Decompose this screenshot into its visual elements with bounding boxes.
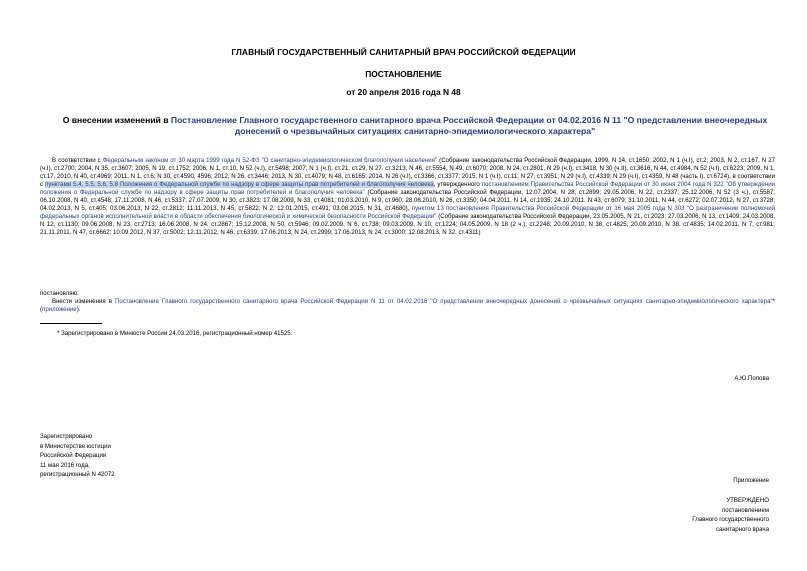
footnote-divider bbox=[40, 323, 102, 324]
approval-line: санитарного врача bbox=[715, 525, 769, 533]
registration-line: Российской Федерации bbox=[40, 452, 107, 460]
preamble-text-5: (Собрание законодательства Российской Федерации, 23.05.2005, N 21, ст.2023; 27.03.2006, N 13, ст.1409; 24.03.2008, N 12, ст.1130; 09.06.2008, N 23, ст.2713; 16.06.2008, N 24, ст.2867; 15.12.2008, N 50, ст.5946; 09.02.2009, N 6, ст.738; 09.03.2009, N 10, ст.1224; 04.05.2009, N 18 (2 ч.), ст.2248; 20.09.2010, N 38, ст.4825; 20.09.2010, N 38, ст.4835; 14.02.2011, N 7, ст.981; 21.11.2011, N 47, ст.6662; 10.09.2012, N 37, ст.5002; 12.11.2012, N 46, ст.6339; 17.06.2013, N 24, ст.2999; 17.06.2013, N 24, ст.3000; 12.08.2013, N 32, ст.4311) bbox=[40, 213, 775, 237]
resolve-paragraph bbox=[40, 298, 775, 314]
resolve-text-1: Внести изменения в bbox=[52, 298, 115, 305]
issuing-authority: ГЛАВНЫЙ ГОСУДАРСТВЕННЫЙ САНИТАРНЫЙ ВРАЧ РОССИЙСКОЙ ФЕДЕРАЦИИ bbox=[231, 47, 576, 57]
signatory-name: А.Ю.Попова bbox=[734, 375, 769, 382]
approval-block bbox=[692, 496, 769, 534]
document-type: ПОСТАНОВЛЕНИЕ bbox=[365, 69, 442, 79]
registration-block bbox=[40, 432, 115, 480]
approval-line: Главного государственного bbox=[692, 516, 769, 524]
preamble-paragraph bbox=[40, 157, 775, 237]
registration-line: 11 мая 2016 года, bbox=[40, 461, 90, 469]
preamble-text-4: (Собрание законодательства Российской Федерации, 12.07.2004, N 28, ст.2899; 29.05.2006, N 22, ст.2337; 25.12.2006, N 52 (3 ч.), ст.5587; 06.10.2008, N 40, ст.4548; 17.11.2008, N 46, ст.5337; 27.07.2009, N 30, ст.3823; 17.08.2009, N 33, ст.4081; 01.03.2010, N 9, ст.960; 28.06.2010, N 26, ст.3350; 04.04.2011, N 14, ст.1935; 24.10.2011, N 43, ст.6079; 31.10.2011, N 44, ст.6272; 02.07.2012, N 27, ст.3728; 04.02.2013, N 5, ст.405; 03.06.2013, N 22, ст.2812; 11.11.2013, N 45, ст.5822; N 2, 12.01.2015, ст.491; 03.08.2015, N 31, ст.4680), bbox=[40, 189, 775, 213]
approval-line: УТВЕРЖДЕНО bbox=[726, 497, 769, 504]
government-decree-303-link[interactable]: пунктом 13 постановления Правительства Российской Федерации от 16 мая 2005 года N 303 "О разграничении полномочий федеральных органов исполнительной власти в области обеспечения биологической и химической безопасности Российской Федерации" bbox=[40, 205, 775, 221]
appendix-link[interactable]: приложение bbox=[42, 306, 77, 314]
registration-line: Зарегистрировано bbox=[40, 433, 93, 440]
document-subject bbox=[50, 115, 780, 137]
document-date-number: от 20 апреля 2016 года N 48 bbox=[346, 87, 461, 97]
preamble-text-3: , утвержденного bbox=[433, 181, 482, 189]
subject-link[interactable]: Постановление Главного государственного санитарного врача Российской Федерации от 04.02.2016 N 11 "О представлении внеочередных донесений о чрезвычайных ситуациях санитарно-эпидемиологического характера" bbox=[170, 115, 768, 136]
amended-resolution-link[interactable]: Постановление Главного государственного санитарного врача Российской Федерации N 11 от 04.02.2016 "О представлении внеочередных донесений о чрезвычайных ситуациях санитарно-эпидемиологического характера" bbox=[114, 298, 773, 305]
federal-law-link[interactable]: Федеральным законом от 30 марта 1999 года N 52-ФЗ "О санитарно-эпидемиологическом благополучии населения" bbox=[102, 157, 438, 164]
regulation-points-link[interactable]: пунктами 5.4, 5.5, 5.6, 5.8 Положения о Федеральной службе по надзору в сфере защиты прав потребителей и благополучия человека bbox=[45, 181, 434, 189]
subject-prefix: О внесении изменений в bbox=[62, 115, 171, 125]
registration-line: регистрационный N 42072 bbox=[40, 471, 115, 479]
footnote: * Зарегистрировано в Минюсте России 24.03.2016, регистрационный номер 41525. bbox=[57, 330, 293, 337]
preamble-text-1: В соответствии с bbox=[52, 157, 103, 164]
preamble-text-2: (Собрание законодательства Российской Федерации, 1999, N 14, ст.1650; 2002, N 1 (ч.I), ст.2; 2003, N 2, ст.167, N 27 (ч.I), ст.2700; 2004, N 35, ст.3607; 2005, N 19, ст.1752; 2006, N 1, ст.10, N 52 (ч.I), ст.5498; 2007, N 1 (ч.I), ст.21, ст.29, N 27, ст.3213, N 46, ст.5554, N 49, ст.6070; 2008, N 24, ст.2801, N 29 (ч.I), ст.3418, N 30 (ч.II), ст.3616, N 44, ст.4984, N 52 (ч.I), ст.6223; 2009, N 1, ст.17, 2010, N 40, ст.4969; 2011, N 1, ст.6; N 30, ст.4590, 4596; 2012, N 26, ст.3446; 2013, N 30, ст.4079; N 48, ст.6165; 2014, N 26 (ч.I), ст.3366, ст.3377; 2015, N 1 (ч.I), ст.11; N 27, ст.3951; N 29 (ч.I), ст.4339; N 29 (ч.I), ст.4359, N 48 (часть I), ст.6724), в соответствии с bbox=[40, 157, 776, 189]
approval-line: постановлением bbox=[722, 506, 769, 514]
appendix-label: Приложение bbox=[733, 477, 769, 484]
government-decree-322-link[interactable]: постановлением Правительства Российской Федерации от 30 июня 2004 года N 322 "Об утверждении положения о Федеральной службе по надзору в сфере защиты прав потребителей и благополучия человека" bbox=[40, 181, 775, 197]
registration-line: в Министерстве юстиции bbox=[40, 442, 111, 450]
resolve-text-3: ). bbox=[76, 306, 81, 314]
resolve-label: постановляю: bbox=[40, 290, 79, 297]
resolve-text-2: * ( bbox=[40, 298, 775, 314]
